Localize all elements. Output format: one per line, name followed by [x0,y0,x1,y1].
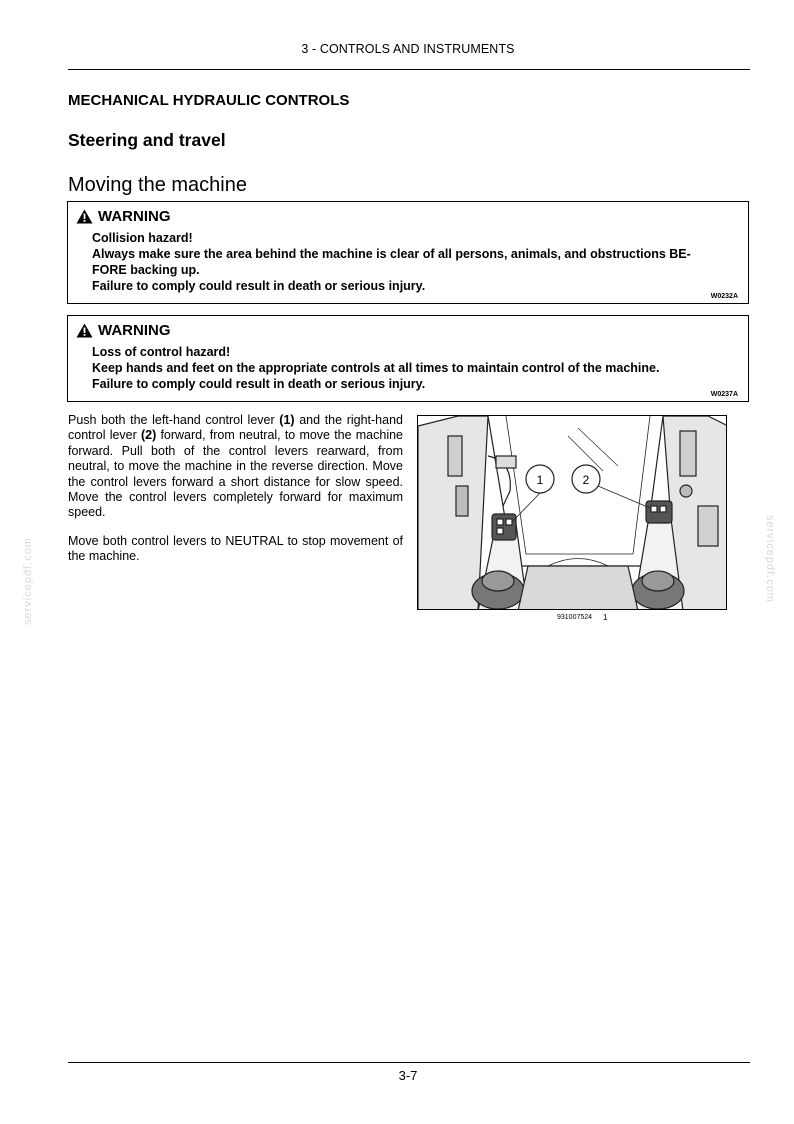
warning-heading-text: WARNING [98,208,171,225]
topic-title: Moving the machine [68,174,247,196]
subsection-title: Steering and travel [68,130,226,150]
text-run: and the right-hand control lever [68,413,403,443]
section-title: MECHANICAL HYDRAULIC CONTROLS [68,92,350,109]
warning-body [92,344,718,392]
warning-line: FORE backing up. [92,263,200,277]
warning-heading [76,322,171,339]
paragraph-neutral: Move both control levers to NEUTRAL to stop movement of the machine. [68,534,403,564]
watermark-left: servicepdf.com [22,537,34,625]
warning-box-loss-of-control [67,315,749,402]
text-run: forward, from neutral, to move the machine forward. Pull both of the control levers rearward, from neutral, to move the machine in the reverse direction. Move the control levers forward a short distance for slow speed. Move the control levers completely forward for maximum speed. [68,428,403,520]
warning-heading-text: WARNING [98,322,171,339]
page-number: 3-7 [398,1068,418,1083]
warning-box-collision [67,201,749,304]
footer-rule [68,1062,750,1063]
text-run: Push both the left-hand control lever [68,413,280,427]
warning-triangle-icon [76,323,93,338]
figure-caption-code: 931007524 [557,614,593,621]
callout-2: 2 [582,473,590,487]
warning-code: W0237A [710,391,738,398]
figure-number: 1 [603,613,608,622]
header-rule [68,69,750,70]
warning-line: Failure to comply could result in death or serious injury. [92,279,426,293]
warning-line: Keep hands and feet on the appropriate controls at all times to maintain control of the machine. [92,361,660,375]
warning-line: Failure to comply could result in death or serious injury. [92,377,426,391]
paragraph-moving-levers [68,413,403,521]
callout-ref-2: (2) [140,428,157,443]
figure-cab-controls [417,415,727,610]
warning-line: Collision hazard! [92,231,193,245]
warning-triangle-icon [76,209,93,224]
warning-body [92,230,718,294]
callout-1: 1 [536,473,544,487]
warning-line: Always make sure the area behind the machine is clear of all persons, animals, and obstructions BE- [92,247,691,261]
callout-ref-1: (1) [279,413,295,427]
cab-control-levers-illustration [418,416,727,610]
running-header: 3 - CONTROLS AND INSTRUMENTS [301,42,515,56]
warning-line: Loss of control hazard! [92,345,231,359]
warning-code: W0232A [710,293,738,300]
warning-heading [76,208,171,225]
watermark-right: servicepdf.com [764,515,776,603]
